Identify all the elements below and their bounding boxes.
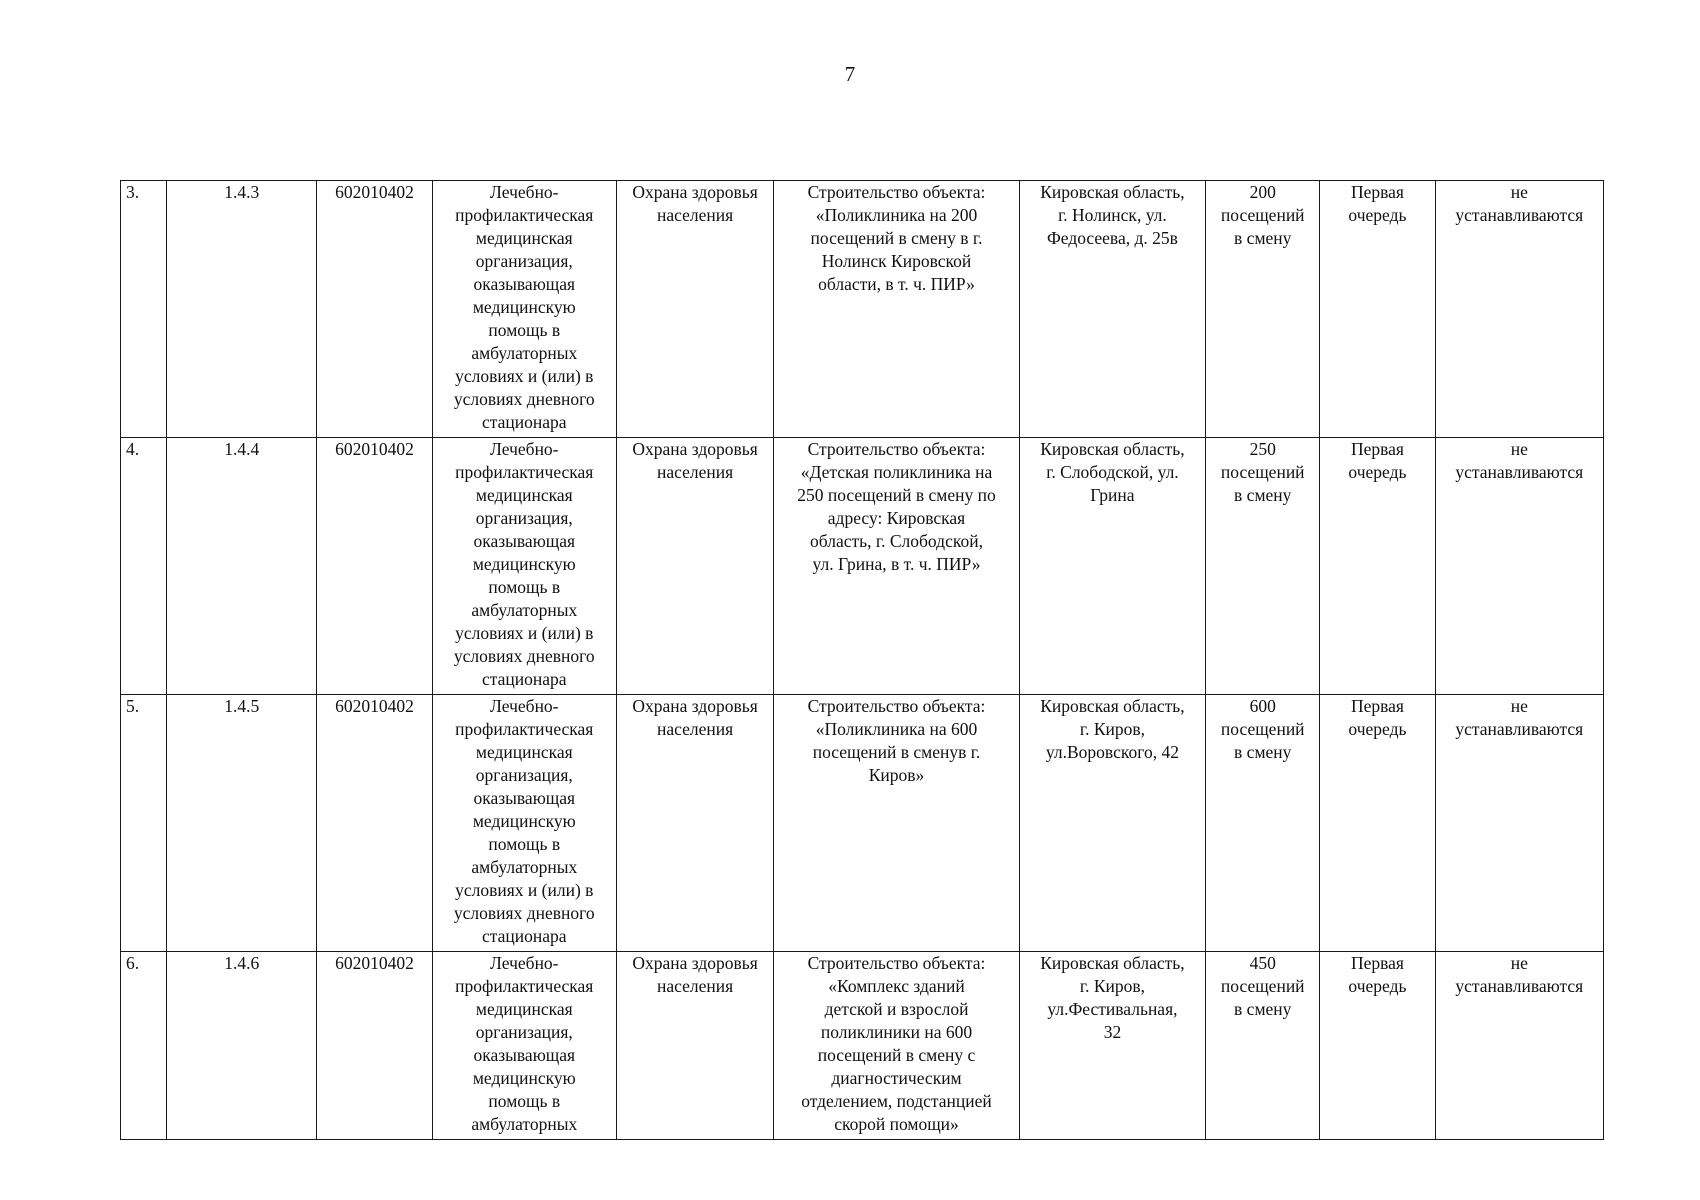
address-cell: Кировская область, г. Киров, ул.Фестивальная, 32 <box>1019 952 1205 1140</box>
table-row <box>121 181 1604 438</box>
priority-cell: Первая очередь <box>1320 952 1435 1140</box>
org-type-cell: Лечебно- профилактическая медицинская организация, оказывающая медицинскую помощь в амбулаторных условиях и (или) в условиях дневного стационара <box>432 695 616 952</box>
code-cell: 1.4.6 <box>167 952 317 1140</box>
objects-table <box>120 180 1604 1140</box>
row-number-cell: 5. <box>121 695 167 952</box>
zones-cell: не устанавливаются <box>1435 181 1603 438</box>
priority-cell: Первая очередь <box>1320 181 1435 438</box>
org-type-cell: Лечебно- профилактическая медицинская организация, оказывающая медицинскую помощь в амбулаторных условиях и (или) в условиях дневного стационара <box>432 438 616 695</box>
org-type-cell: Лечебно- профилактическая медицинская организация, оказывающая медицинскую помощь в амбулаторных условиях и (или) в условиях дневного стационара <box>432 181 616 438</box>
row-number-cell: 3. <box>121 181 167 438</box>
row-number-cell: 4. <box>121 438 167 695</box>
capacity-cell: 450 посещений в смену <box>1206 952 1320 1140</box>
kbk-cell: 602010402 <box>317 695 432 952</box>
priority-cell: Первая очередь <box>1320 695 1435 952</box>
address-cell: Кировская область, г. Слободской, ул. Грина <box>1019 438 1205 695</box>
table-row <box>121 952 1604 1140</box>
kbk-cell: 602010402 <box>317 952 432 1140</box>
page-number: 7 <box>844 62 856 86</box>
sphere-cell: Охрана здоровья населения <box>616 695 773 952</box>
kbk-cell: 602010402 <box>317 181 432 438</box>
sphere-cell: Охрана здоровья населения <box>616 438 773 695</box>
object-cell: Строительство объекта: «Детская поликлиника на 250 посещений в смену по адресу: Кировская область, г. Слободской, ул. Грина, в т. ч. ПИР» <box>774 438 1019 695</box>
code-cell: 1.4.4 <box>167 438 317 695</box>
priority-cell: Первая очередь <box>1320 438 1435 695</box>
table-row <box>121 438 1604 695</box>
kbk-cell: 602010402 <box>317 438 432 695</box>
object-cell: Строительство объекта: «Комплекс зданий детской и взрослой поликлиники на 600 посещений в смену с диагностическим отделением, подстанцией скорой помощи» <box>774 952 1019 1140</box>
zones-cell: не устанавливаются <box>1435 952 1603 1140</box>
object-cell: Строительство объекта: «Поликлиника на 600 посещений в сменув г. Киров» <box>774 695 1019 952</box>
capacity-cell: 250 посещений в смену <box>1206 438 1320 695</box>
zones-cell: не устанавливаются <box>1435 438 1603 695</box>
table-row <box>121 695 1604 952</box>
sphere-cell: Охрана здоровья населения <box>616 952 773 1140</box>
row-number-cell: 6. <box>121 952 167 1140</box>
capacity-cell: 200 посещений в смену <box>1206 181 1320 438</box>
object-cell: Строительство объекта: «Поликлиника на 200 посещений в смену в г. Нолинск Кировской области, в т. ч. ПИР» <box>774 181 1019 438</box>
zones-cell: не устанавливаются <box>1435 695 1603 952</box>
org-type-cell: Лечебно- профилактическая медицинская организация, оказывающая медицинскую помощь в амбулаторных <box>432 952 616 1140</box>
code-cell: 1.4.3 <box>167 181 317 438</box>
capacity-cell: 600 посещений в смену <box>1206 695 1320 952</box>
sphere-cell: Охрана здоровья населения <box>616 181 773 438</box>
address-cell: Кировская область, г. Киров, ул.Воровского, 42 <box>1019 695 1205 952</box>
address-cell: Кировская область, г. Нолинск, ул. Федосеева, д. 25в <box>1019 181 1205 438</box>
code-cell: 1.4.5 <box>167 695 317 952</box>
